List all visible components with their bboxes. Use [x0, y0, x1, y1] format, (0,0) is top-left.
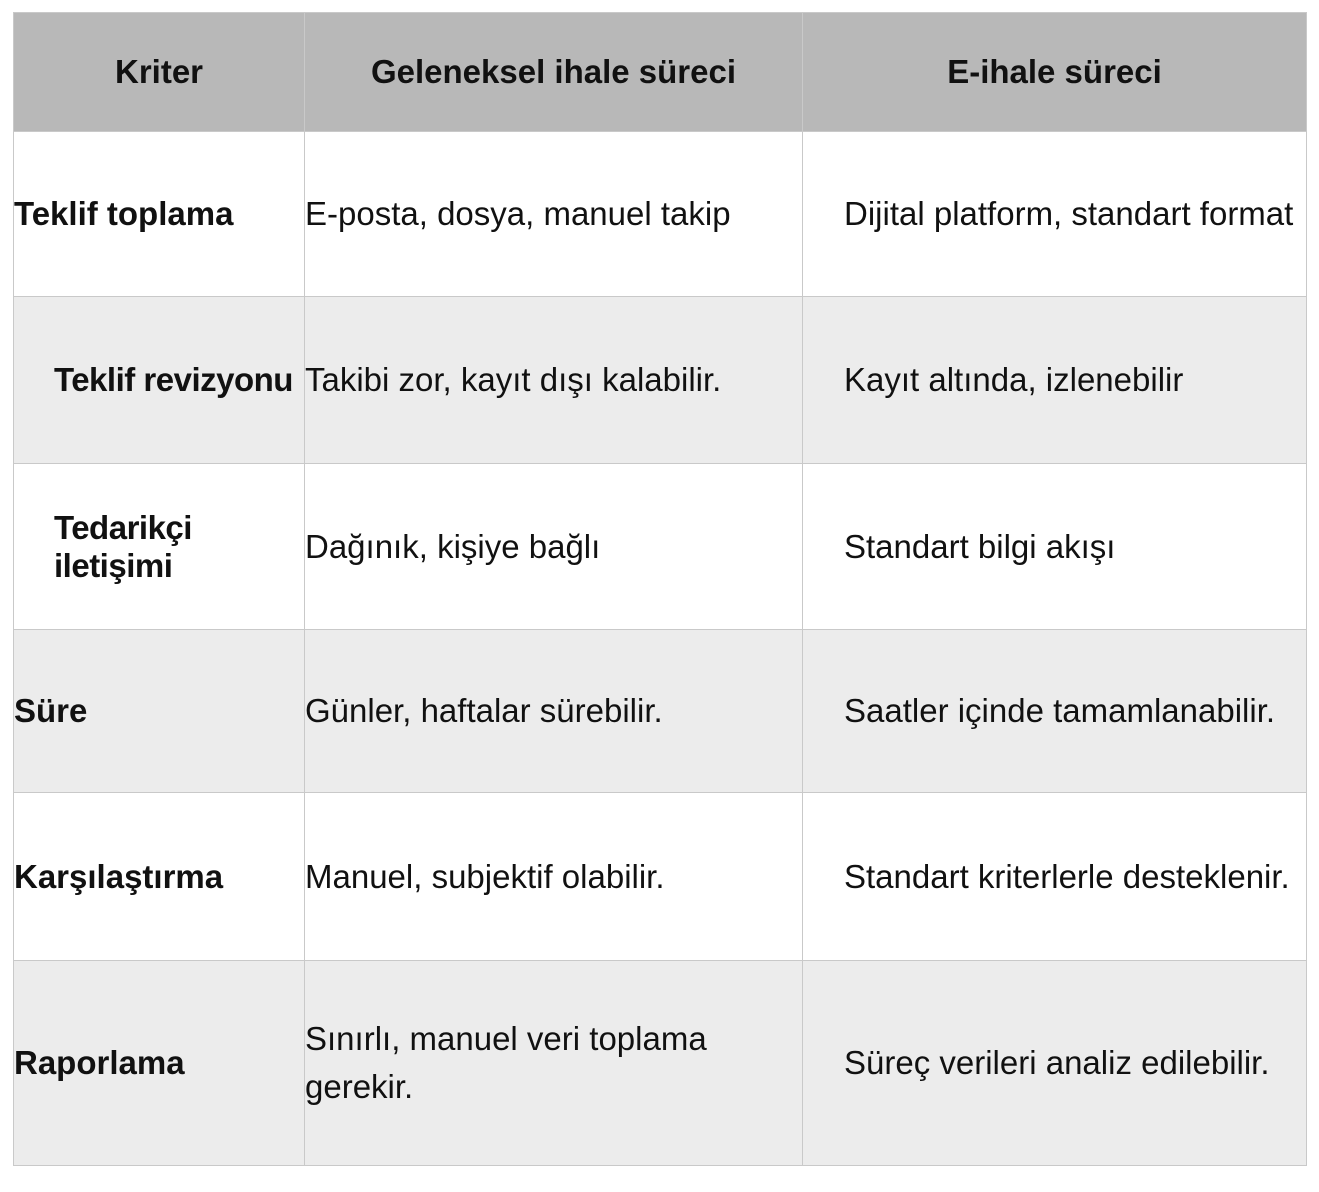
table-row [14, 297, 1307, 464]
criterion-cell: Karşılaştırma [14, 793, 305, 961]
traditional-cell: Manuel, subjektif olabilir. [305, 793, 803, 961]
comparison-table [13, 12, 1307, 1166]
table-body [14, 132, 1307, 1166]
criterion-cell: Teklif toplama [14, 132, 305, 297]
criterion-cell: Teklif revizyonu [14, 297, 305, 464]
header-e-tender: E-ihale süreci [803, 13, 1307, 132]
table-header [14, 13, 1307, 132]
criterion-cell: Raporlama [14, 961, 305, 1166]
e-tender-cell: Standart kriterlerle desteklenir. [803, 793, 1307, 961]
traditional-cell: Sınırlı, manuel veri toplama gerekir. [305, 961, 803, 1166]
e-tender-cell: Dijital platform, standart format [803, 132, 1307, 297]
header-row [14, 13, 1307, 132]
criterion-cell: Tedarikçi iletişimi [14, 464, 305, 630]
traditional-cell: Günler, haftalar sürebilir. [305, 630, 803, 793]
e-tender-cell: Kayıt altında, izlenebilir [803, 297, 1307, 464]
header-criterion: Kriter [14, 13, 305, 132]
table-row [14, 132, 1307, 297]
table-row [14, 464, 1307, 630]
e-tender-cell: Süreç verileri analiz edilebilir. [803, 961, 1307, 1166]
table-row [14, 793, 1307, 961]
e-tender-cell: Saatler içinde tamamlanabilir. [803, 630, 1307, 793]
table-row [14, 961, 1307, 1166]
criterion-cell: Süre [14, 630, 305, 793]
traditional-cell: E-posta, dosya, manuel takip [305, 132, 803, 297]
traditional-cell: Takibi zor, kayıt dışı kalabilir. [305, 297, 803, 464]
header-traditional: Geleneksel ihale süreci [305, 13, 803, 132]
traditional-cell: Dağınık, kişiye bağlı [305, 464, 803, 630]
table-row [14, 630, 1307, 793]
e-tender-cell: Standart bilgi akışı [803, 464, 1307, 630]
